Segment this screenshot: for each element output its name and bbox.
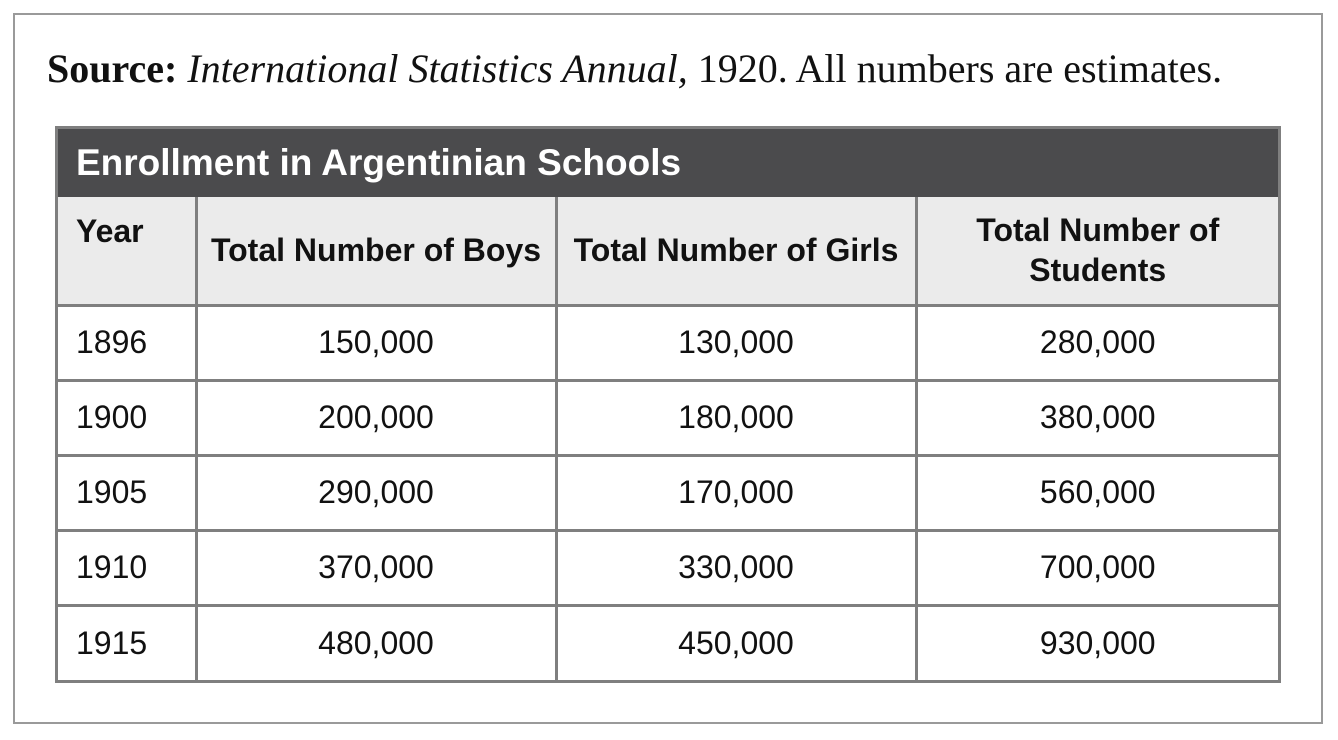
cell-boys: 480,000 — [196, 605, 556, 680]
table-title: Enrollment in Argentinian Schools — [58, 129, 1278, 197]
figure-frame — [13, 13, 1323, 724]
table-row — [58, 530, 1278, 605]
cell-year: 1915 — [58, 605, 196, 680]
source-citation — [47, 47, 1222, 91]
header-students: Total Number of Students — [916, 197, 1278, 305]
cell-students: 560,000 — [916, 455, 1278, 530]
table-row — [58, 605, 1278, 680]
header-boys: Total Number of Boys — [196, 197, 556, 305]
table-row — [58, 305, 1278, 380]
cell-year: 1896 — [58, 305, 196, 380]
cell-students: 280,000 — [916, 305, 1278, 380]
enrollment-table — [55, 126, 1281, 683]
cell-students: 700,000 — [916, 530, 1278, 605]
source-title: International Statistics Annual, — [187, 46, 688, 91]
cell-boys: 290,000 — [196, 455, 556, 530]
table-row — [58, 455, 1278, 530]
cell-year: 1900 — [58, 380, 196, 455]
cell-boys: 150,000 — [196, 305, 556, 380]
source-note: 1920. All numbers are estimates. — [687, 46, 1223, 91]
header-girls: Total Number of Girls — [556, 197, 916, 305]
cell-girls: 130,000 — [556, 305, 916, 380]
source-label: Source: — [47, 46, 178, 91]
cell-boys: 200,000 — [196, 380, 556, 455]
cell-girls: 170,000 — [556, 455, 916, 530]
cell-girls: 180,000 — [556, 380, 916, 455]
table-row — [58, 380, 1278, 455]
data-table — [58, 197, 1278, 680]
cell-girls: 450,000 — [556, 605, 916, 680]
cell-students: 380,000 — [916, 380, 1278, 455]
cell-girls: 330,000 — [556, 530, 916, 605]
cell-students: 930,000 — [916, 605, 1278, 680]
cell-year: 1905 — [58, 455, 196, 530]
cell-year: 1910 — [58, 530, 196, 605]
header-row — [58, 197, 1278, 305]
cell-boys: 370,000 — [196, 530, 556, 605]
header-year: Year — [58, 197, 196, 305]
